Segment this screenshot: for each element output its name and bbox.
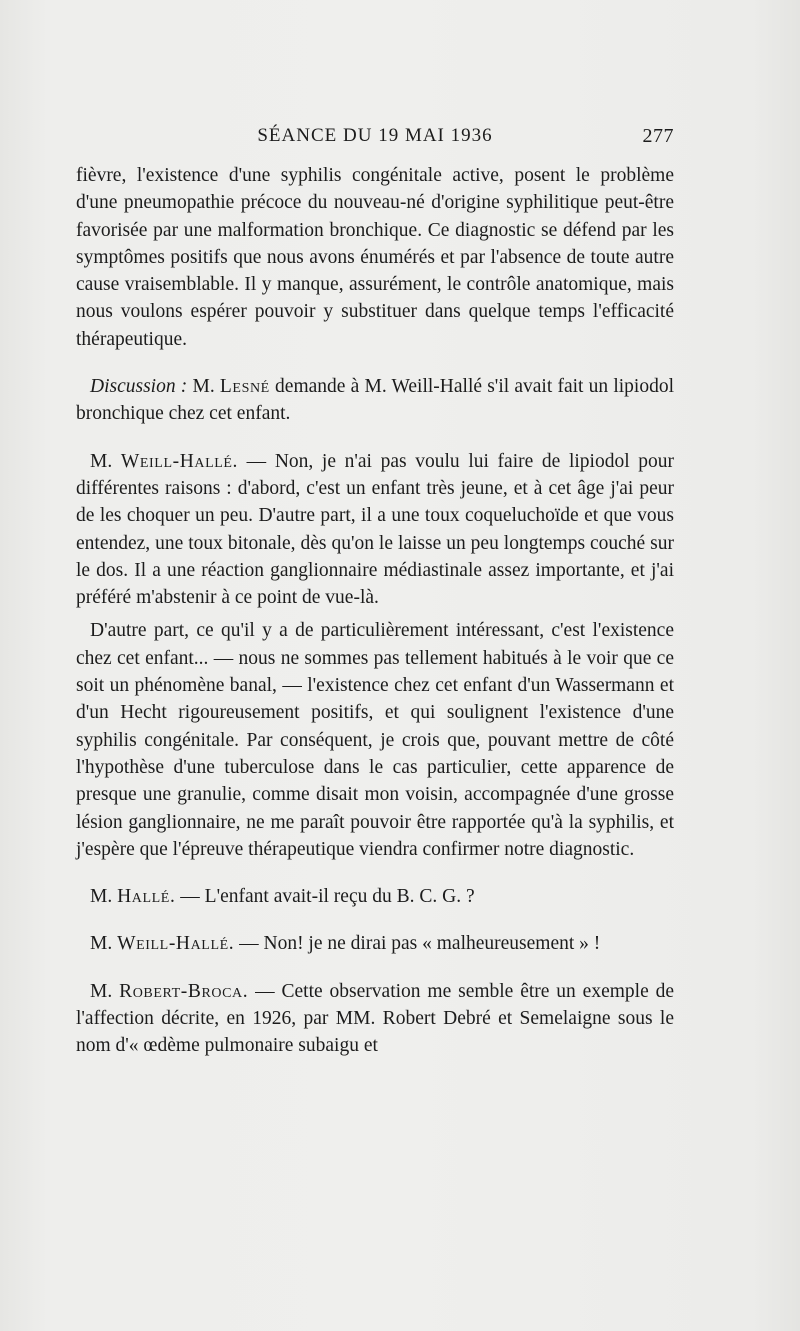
discussion-label: Discussion : <box>90 376 188 398</box>
speaker-name: Weill-Hallé. <box>120 450 239 472</box>
running-head-title: SÉANCE DU 19 MAI 1936 <box>257 125 493 146</box>
paragraph-robert-broca <box>76 978 674 1060</box>
speaker-name: Lesné <box>219 376 270 398</box>
speaker-prefix: M. <box>90 980 113 1002</box>
speaker-prefix: M. <box>90 933 113 955</box>
speaker-prefix: M. <box>192 376 215 398</box>
speaker-prefix: M. <box>90 450 113 472</box>
paragraph-text: — Non! je ne dirai pas « malheureusement » ! <box>239 933 601 955</box>
speaker-name: Hallé. <box>117 886 176 908</box>
paragraph-text: — Cette observation me semble être un exemple de l'affection décrite, en 1926, par MM. Robert Debré et Semelaigne sous le nom d'« œdème pulmonaire subaigu et <box>76 980 675 1057</box>
paragraph-question-halle <box>76 883 674 910</box>
paragraph-discussion <box>76 373 674 428</box>
body-text <box>76 162 674 1060</box>
speaker-prefix: M. <box>90 886 113 908</box>
paragraph-text: demande à M. Weill-Hallé s'il avait fait un lipiodol bronchique chez cet enfant. <box>76 376 675 425</box>
paragraph-continuation: fièvre, l'existence d'une syphilis congénitale active, posent le problème d'une pneumopathie précoce du nouveau-né d'origine syphilitique peut-être favorisée par une malformation bronchique. Ce diagnostic se défend par les symptômes positifs que nous avons énumérés et par l'absence de toute autre cause vraisemblable. Il y manque, assurément, le contrôle anatomique, mais nous voulons espérer pouvoir y substituer dans quelque temps l'efficacité thérapeutique. <box>76 165 674 350</box>
speaker-name: Robert-Broca. <box>119 980 249 1002</box>
paragraph-reply-weill-halle <box>76 448 674 612</box>
paragraph-answer-weill-halle <box>76 930 674 957</box>
paragraph-text: — L'enfant avait-il reçu du B. C. G. ? <box>180 886 475 908</box>
paragraph-continuation-weill-halle: D'autre part, ce qu'il y a de particulièrement intéressant, c'est l'existence chez cet enfant... — nous ne sommes pas tellement habitués à le voir que ce soit un phénomène banal, — l'existence chez cet enfant d'un Wassermann et d'un Hecht rigoureusement positifs, et qui soulignent l'existence d'une syphilis congénitale. Par conséquent, je crois que, pouvant mettre de côté l'hypothèse d'une tuberculose dans le cas particulier, cette apparence de presque une granulie, comme disait mon voisin, accompagnée d'une grosse lésion ganglionnaire, ne me paraît pouvoir être rapportée qu'à la syphilis, et j'espère que l'épreuve thérapeutique viendra confirmer notre diagnostic. <box>76 620 674 860</box>
running-head <box>76 125 674 155</box>
page-number: 277 <box>642 125 674 147</box>
speaker-name: Weill-Hallé. <box>117 933 235 955</box>
paragraph-text: — Non, je n'ai pas voulu lui faire de lipiodol pour différentes raisons : d'abord, c'est un enfant très jeune, et à cet âge j'ai peur de les choquer un peu. D'autre part, il a une toux coqueluchoïde et que vous entendez, une toux bitonale, dès qu'on le laisse un peu longtemps couché sur le dos. Il a une réaction ganglionnaire médiastinale assez importante, et j'ai préféré m'abstenir à ce point de vue-là. <box>76 450 675 609</box>
